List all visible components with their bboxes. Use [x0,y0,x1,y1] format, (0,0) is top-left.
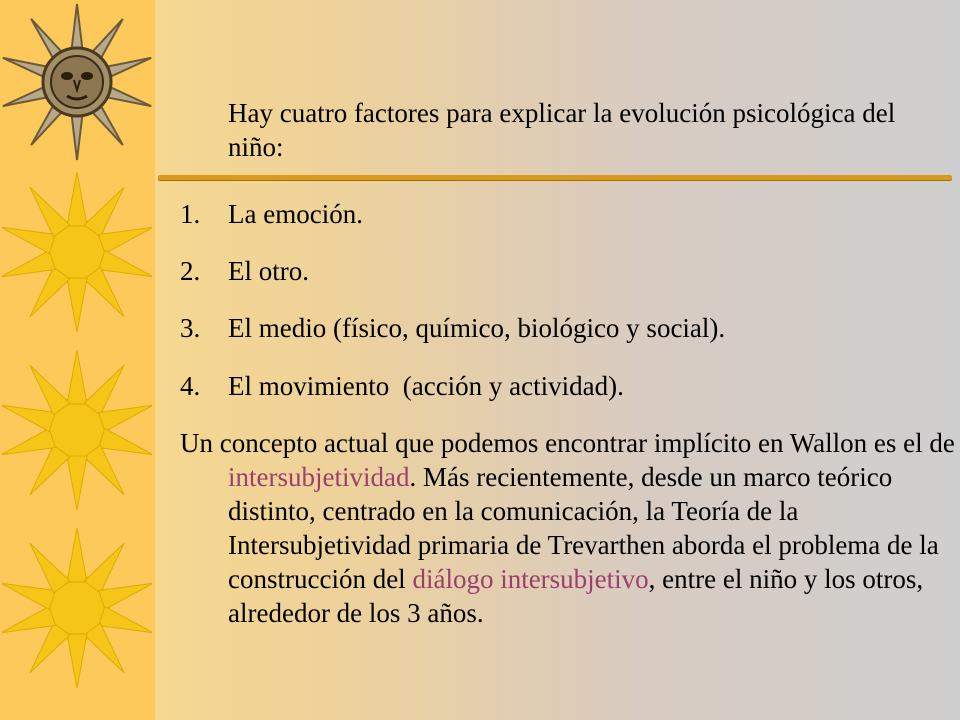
paragraph-text: . Más recientemente, desde un marco teórico distinto, centrado en la comunicación, la Teoría de la Intersubjetividad primaria de Trevarthen aborda el problema de la construcción del [228,462,939,594]
list-item-text: El movimiento (acción y actividad). [228,371,624,401]
list-item [180,369,624,403]
list-item-text: El otro. [228,256,309,286]
list-item [180,197,363,231]
list-item-text: El medio (físico, químico, biológico y social). [228,313,726,343]
divider-rule [158,175,952,180]
decorative-strip [0,0,155,720]
list-item [180,311,725,345]
paragraph-text: Un concepto actual que podemos encontrar implícito en Wallon es el de [180,428,955,458]
intro-text: Hay cuatro factores para explicar la evolución psicológica del niño: [228,98,896,162]
sun-icon [2,170,152,335]
list-item-number: 2. [180,256,201,286]
list-item-number: 3. [180,313,201,343]
list-item-number: 4. [180,371,201,401]
highlighted-term: diálogo intersubjetivo [412,564,649,594]
list-item-text: La emoción. [228,199,363,229]
sun-icon [2,348,152,513]
list-item [180,254,309,288]
paragraph-text: , entre el niño y los otros, alrededor de los 3 años. [228,564,924,628]
sun-icon [2,526,152,691]
highlighted-term: intersubjetividad [228,462,410,492]
sun-face-icon [2,2,152,162]
list-item-number: 1. [180,199,201,229]
body-paragraph [180,426,960,630]
